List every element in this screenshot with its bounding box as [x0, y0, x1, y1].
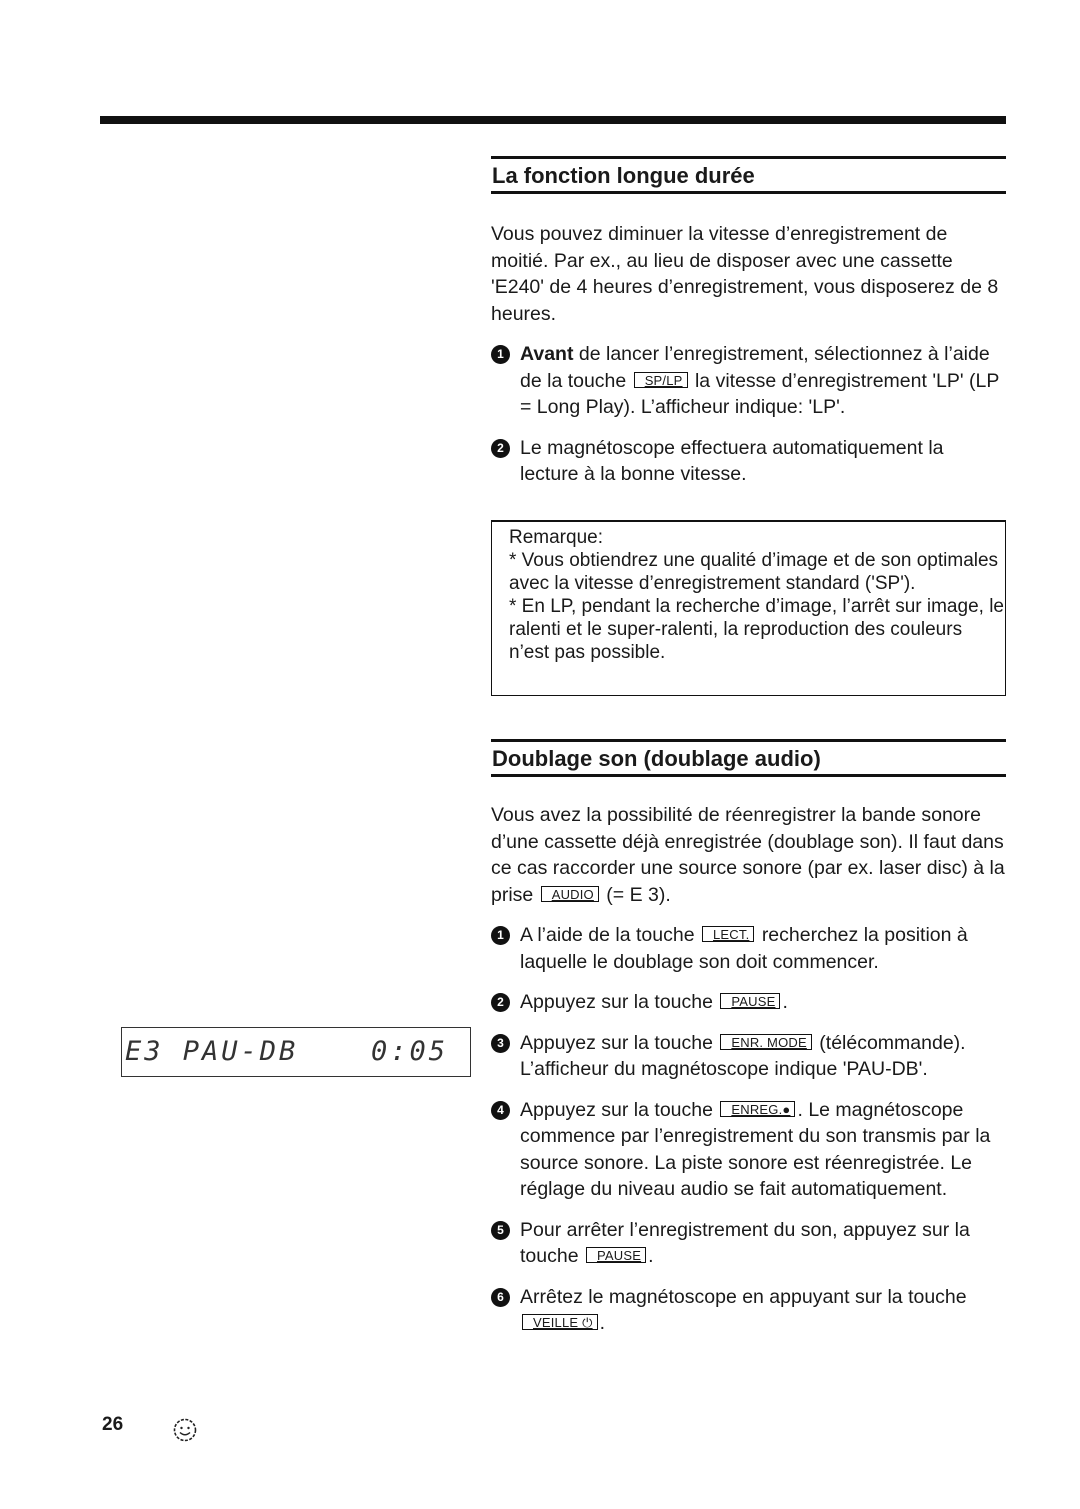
section1-body	[491, 221, 1006, 488]
section2-step-1	[491, 922, 1006, 975]
step-text: recherchez la position à laquelle le doublage son doit commencer.	[520, 924, 968, 973]
step-text: .	[648, 1245, 654, 1267]
section2-step-3	[491, 1030, 1006, 1083]
step-text: .	[782, 991, 788, 1013]
enreg-key: ENREG.●	[720, 1101, 795, 1117]
vcr-display	[121, 1027, 471, 1077]
section2-step-4	[491, 1097, 1006, 1203]
step-text: Arrêtez le magnétoscope en appuyant sur la touche	[520, 1285, 967, 1308]
section2-step-6	[491, 1284, 1006, 1337]
step-number-2-icon: 2	[491, 439, 510, 458]
top-rule	[100, 116, 1006, 124]
pause-key: PAUSE	[720, 993, 780, 1009]
step-text: de lancer l’enregistrement, sélectionnez à l’aide de la touche	[520, 343, 990, 392]
step-text: la vitesse d’enregistrement 'LP' (LP = Long Play). L’afficheur indique: 'LP'.	[520, 369, 1000, 418]
enr-mode-key: ENR. MODE	[720, 1034, 811, 1050]
section-title-doublage: Doublage son (doublage audio)	[491, 739, 1006, 777]
display-left-readout: E3 PAU-DB	[125, 1036, 299, 1067]
step-number-1-icon: 1	[491, 345, 510, 364]
sp-lp-key: SP/LP	[634, 372, 688, 388]
section2-body	[491, 802, 1006, 1337]
intro-text: (= E 3).	[606, 883, 671, 906]
smiley-face-icon	[172, 1417, 198, 1443]
intro-text: Vous avez la possibilité de réenregistrer la bande sonore d’une cassette déjà enregistrée (doublage son). Il faut dans ce cas raccorder une source sonore (par ex. laser disc) à la prise	[491, 804, 1005, 906]
section1-step-2	[491, 435, 1006, 488]
step-number-4-icon: 4	[491, 1101, 510, 1120]
step-text: Pour arrêter l’enregistrement du son, appuyez sur la touche	[520, 1218, 970, 1267]
step-text: (télécommande). L’afficheur du magnétoscope indique 'PAU-DB'.	[520, 1031, 966, 1080]
step-number-6-icon: 6	[491, 1288, 510, 1307]
section2-step-2	[491, 989, 1006, 1016]
section2-intro	[491, 802, 1006, 908]
section1-step-1	[491, 341, 1006, 421]
page-number: 26	[102, 1414, 124, 1435]
step-number-3-icon: 3	[491, 1034, 510, 1053]
step-bold: Avant	[520, 343, 574, 365]
step-number-2-icon: 2	[491, 993, 510, 1012]
step-text: . Le magnétoscope commence par l’enregistrement du son transmis par la source sonore. La piste sonore est réenregistrée. Le réglage du niveau audio se fait automatiquement.	[520, 1098, 991, 1200]
step-text: .	[599, 1312, 606, 1334]
veille-key: VEILLE ⏻	[522, 1314, 598, 1330]
display-right-readout: 0:05	[371, 1036, 449, 1067]
note-label: Remarque:	[509, 527, 603, 548]
step-text: A l’aide de la touche	[520, 924, 695, 946]
step-text: Appuyez sur la touche	[520, 1098, 713, 1121]
note-box	[491, 520, 1006, 696]
section1-intro: Vous pouvez diminuer la vitesse d’enregistrement de moitié. Par ex., au lieu de disposer avec une cassette 'E240' de 4 heures d’enregistrement, vous disposerez de 8 heures.	[491, 223, 999, 325]
step-number-5-icon: 5	[491, 1221, 510, 1240]
step-text: Le magnétoscope effectuera automatiquement la lecture à la bonne vitesse.	[520, 436, 944, 485]
section2-step-5	[491, 1217, 1006, 1270]
step-text: Appuyez sur la touche	[520, 1031, 713, 1054]
audio-key: AUDIO	[541, 886, 599, 902]
note-item-1: * Vous obtiendrez une qualité d’image et de son optimales avec la vitesse d’enregistrement standard ('SP').	[509, 550, 999, 594]
step-text: Appuyez sur la touche	[520, 991, 713, 1013]
pause-key: PAUSE	[586, 1247, 646, 1263]
lect-key: LECT.	[702, 926, 754, 942]
note-item-2: * En LP, pendant la recherche d’image, l’arrêt sur image, le ralenti et le super-ralenti, la reproduction des couleurs n’est pas possible.	[509, 596, 1004, 663]
section-title-longue-duree: La fonction longue durée	[491, 156, 1006, 194]
step-number-1-icon: 1	[491, 926, 510, 945]
